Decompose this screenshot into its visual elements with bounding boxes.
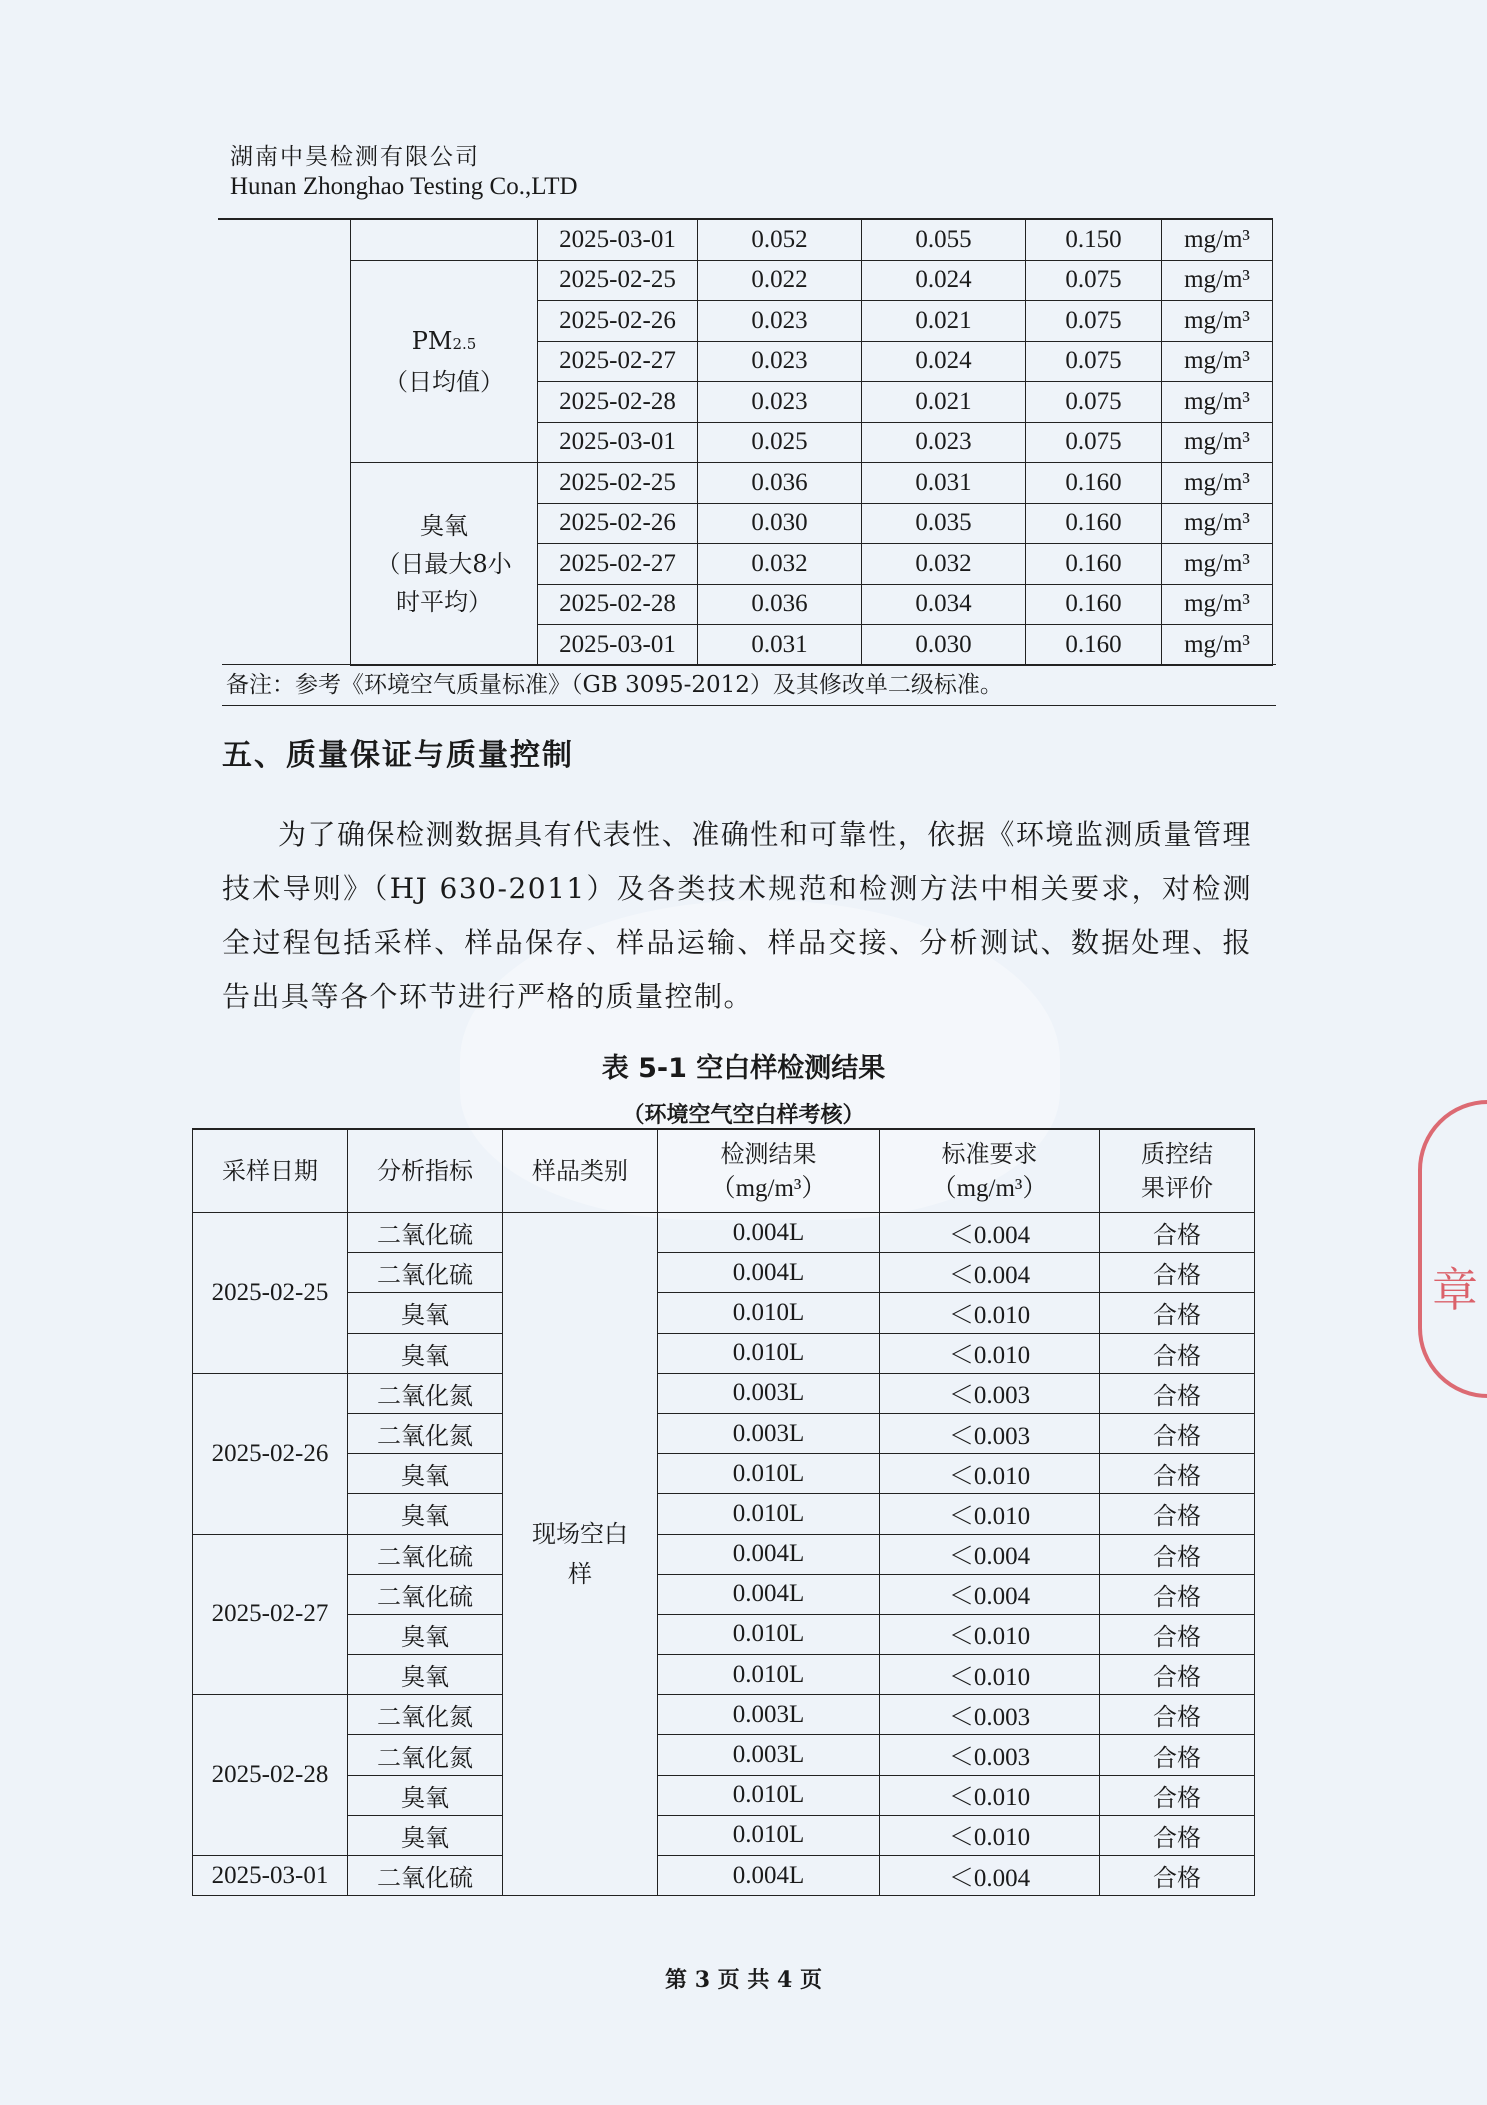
pm25-note: （日均值）: [384, 367, 504, 396]
cell-result: 0.004L: [658, 1534, 880, 1574]
cell-date: 2025-02-25: [538, 260, 698, 301]
cell-sample-date: 2025-02-26: [193, 1373, 348, 1534]
cell-unit: mg/m³: [1162, 260, 1273, 301]
cell-result: 0.010L: [658, 1454, 880, 1494]
header-result-line2: （mg/m³）: [710, 1174, 827, 1202]
cell-eval: 合格: [1100, 1735, 1255, 1775]
cell-value-2: 0.035: [862, 503, 1026, 544]
cell-limit: 0.160: [1026, 625, 1162, 666]
cell-eval: 合格: [1100, 1253, 1255, 1293]
ozone-label-2: （日最大8小: [376, 549, 512, 578]
table-row: [193, 1775, 1255, 1815]
table-row: [193, 1413, 1255, 1453]
cell-unit: mg/m³: [1162, 301, 1273, 342]
cell-result: 0.004L: [658, 1213, 880, 1253]
cell-value-2: 0.024: [862, 341, 1026, 382]
cell-value-1: 0.031: [698, 625, 862, 666]
cell-date: 2025-02-25: [538, 463, 698, 504]
cell-standard: ＜0.010: [880, 1655, 1100, 1695]
cell-standard: ＜0.004: [880, 1213, 1100, 1253]
cell-value-1: 0.032: [698, 544, 862, 585]
blank-sample-table: [192, 1128, 1255, 1896]
cell-limit: 0.075: [1026, 382, 1162, 423]
header-standard: [880, 1129, 1100, 1213]
ozone-label-3: 时平均）: [396, 587, 492, 616]
cell-result: 0.003L: [658, 1373, 880, 1413]
cell-standard: ＜0.003: [880, 1413, 1100, 1453]
cell-unit: mg/m³: [1162, 382, 1273, 423]
header-standard-line2: （mg/m³）: [931, 1174, 1048, 1202]
cell-eval: 合格: [1100, 1213, 1255, 1253]
cell-eval: 合格: [1100, 1614, 1255, 1654]
table-row: [193, 1655, 1255, 1695]
table-row: [193, 1293, 1255, 1333]
table-row: [193, 1333, 1255, 1373]
cell-indicator: 二氧化硫: [348, 1253, 503, 1293]
cell-result: 0.010L: [658, 1333, 880, 1373]
table-row: [351, 463, 1273, 504]
table-row: [193, 1735, 1255, 1775]
cell-result: 0.004L: [658, 1253, 880, 1293]
table-row: [193, 1494, 1255, 1534]
cell-eval: 合格: [1100, 1293, 1255, 1333]
cell-indicator: 臭氧: [348, 1614, 503, 1654]
cell-eval: 合格: [1100, 1373, 1255, 1413]
cell-standard: ＜0.004: [880, 1856, 1100, 1896]
cell-limit: 0.075: [1026, 341, 1162, 382]
table-row: [193, 1454, 1255, 1494]
blank-table-header-row: [193, 1129, 1255, 1213]
table-row: [193, 1213, 1255, 1253]
cell-value-2: 0.034: [862, 584, 1026, 625]
cell-eval: 合格: [1100, 1695, 1255, 1735]
cell-value-2: 0.021: [862, 301, 1026, 342]
cell-indicator: 二氧化硫: [348, 1534, 503, 1574]
cell-indicator: 二氧化氮: [348, 1695, 503, 1735]
ozone-label-1: 臭氧: [420, 511, 468, 540]
table-row: [193, 1373, 1255, 1413]
cell-unit: mg/m³: [1162, 341, 1273, 382]
table-row: [193, 1574, 1255, 1614]
cell-standard: ＜0.010: [880, 1333, 1100, 1373]
cell-indicator: 二氧化氮: [348, 1735, 503, 1775]
pm25-label: PM: [411, 326, 453, 355]
cell-limit: 0.150: [1026, 220, 1162, 261]
cell-value-1: 0.025: [698, 422, 862, 463]
cell-date: 2025-02-28: [538, 584, 698, 625]
company-name-en: Hunan Zhonghao Testing Co.,LTD: [230, 173, 578, 200]
cell-value-1: 0.022: [698, 260, 862, 301]
cell-standard: ＜0.010: [880, 1775, 1100, 1815]
cell-date: 2025-02-26: [538, 301, 698, 342]
seal-text: 章: [1432, 1263, 1478, 1317]
table-row: [193, 1856, 1255, 1896]
cell-sample-date: 2025-02-27: [193, 1534, 348, 1695]
cell-indicator: 臭氧: [348, 1775, 503, 1815]
cell-indicator: 臭氧: [348, 1333, 503, 1373]
company-name-cn: 湖南中昊检测有限公司: [230, 144, 480, 170]
cell-value-1: 0.052: [698, 220, 862, 261]
cell-result: 0.003L: [658, 1695, 880, 1735]
cell-standard: ＜0.010: [880, 1494, 1100, 1534]
cell-param-pm25: [351, 260, 538, 463]
blank-table-subtitle: （环境空气空白样考核）: [622, 1103, 865, 1128]
cell-unit: mg/m³: [1162, 584, 1273, 625]
table-row: [351, 260, 1273, 301]
cell-eval: 合格: [1100, 1413, 1255, 1453]
header-indicator: 分析指标: [348, 1129, 503, 1213]
section-title: 五、质量保证与质量控制: [222, 738, 574, 773]
cell-limit: 0.075: [1026, 260, 1162, 301]
cell-indicator: 臭氧: [348, 1293, 503, 1333]
cell-result: 0.004L: [658, 1856, 880, 1896]
cell-limit: 0.160: [1026, 503, 1162, 544]
table-row: [193, 1534, 1255, 1574]
cell-limit: 0.160: [1026, 544, 1162, 585]
cell-standard: ＜0.004: [880, 1253, 1100, 1293]
cell-standard: ＜0.010: [880, 1454, 1100, 1494]
cell-result: 0.004L: [658, 1574, 880, 1614]
cell-eval: 合格: [1100, 1494, 1255, 1534]
cell-eval: 合格: [1100, 1856, 1255, 1896]
table-row: [193, 1815, 1255, 1855]
header-result-line1: 检测结果: [720, 1139, 817, 1168]
cell-limit: 0.160: [1026, 584, 1162, 625]
cell-unit: mg/m³: [1162, 503, 1273, 544]
cell-indicator: 臭氧: [348, 1815, 503, 1855]
pm25-subscript: 2.5: [452, 334, 477, 353]
header-eval-line2: 果评价: [1141, 1174, 1213, 1202]
cell-unit: mg/m³: [1162, 422, 1273, 463]
results-table: [350, 219, 1273, 666]
cell-date: 2025-02-28: [538, 382, 698, 423]
cell-param-continued: [351, 220, 538, 261]
cell-eval: 合格: [1100, 1454, 1255, 1494]
cell-indicator: 二氧化硫: [348, 1213, 503, 1253]
cell-standard: ＜0.010: [880, 1614, 1100, 1654]
table-row: [193, 1695, 1255, 1735]
cell-value-1: 0.030: [698, 503, 862, 544]
header-date: 采样日期: [193, 1129, 348, 1213]
cell-value-2: 0.021: [862, 382, 1026, 423]
cell-value-1: 0.036: [698, 584, 862, 625]
cell-eval: 合格: [1100, 1333, 1255, 1373]
cell-eval: 合格: [1100, 1534, 1255, 1574]
page-footer: 第 3 页 共 4 页: [665, 1967, 822, 1993]
cell-result: 0.003L: [658, 1413, 880, 1453]
cell-eval: 合格: [1100, 1775, 1255, 1815]
cell-indicator: 二氧化氮: [348, 1373, 503, 1413]
cell-param-ozone: [351, 463, 538, 666]
cell-indicator: 臭氧: [348, 1655, 503, 1695]
cell-standard: ＜0.003: [880, 1695, 1100, 1735]
cell-value-2: 0.031: [862, 463, 1026, 504]
header-eval-line1: 质控结: [1141, 1140, 1213, 1168]
cell-indicator: 臭氧: [348, 1454, 503, 1494]
cell-standard: ＜0.004: [880, 1574, 1100, 1614]
cell-standard: ＜0.004: [880, 1534, 1100, 1574]
blank-table-title: 表 5-1 空白样检测结果: [601, 1053, 886, 1084]
header-standard-line1: 标准要求: [941, 1139, 1038, 1168]
cell-unit: mg/m³: [1162, 220, 1273, 261]
cell-limit: 0.075: [1026, 422, 1162, 463]
cell-limit: 0.160: [1026, 463, 1162, 504]
cell-value-2: 0.055: [862, 220, 1026, 261]
cell-standard: ＜0.003: [880, 1373, 1100, 1413]
table-row: [351, 220, 1273, 261]
cell-indicator: 二氧化硫: [348, 1856, 503, 1896]
cell-value-1: 0.023: [698, 341, 862, 382]
cell-result: 0.010L: [658, 1614, 880, 1654]
header-eval: [1100, 1129, 1255, 1213]
cell-value-1: 0.023: [698, 301, 862, 342]
cell-value-2: 0.023: [862, 422, 1026, 463]
cell-standard: ＜0.010: [880, 1293, 1100, 1333]
cell-result: 0.010L: [658, 1293, 880, 1333]
cell-result: 0.010L: [658, 1494, 880, 1534]
cell-unit: mg/m³: [1162, 625, 1273, 666]
cell-date: 2025-02-27: [538, 341, 698, 382]
page-header: [230, 142, 578, 202]
red-seal-stamp: [1418, 1100, 1487, 1398]
table-note: 备注：参考《环境空气质量标准》（GB 3095-2012）及其修改单二级标准。: [222, 664, 1276, 706]
table-row: [193, 1614, 1255, 1654]
cell-eval: 合格: [1100, 1655, 1255, 1695]
cell-result: 0.010L: [658, 1775, 880, 1815]
cell-limit: 0.075: [1026, 301, 1162, 342]
cell-sample-date: 2025-03-01: [193, 1856, 348, 1896]
cell-standard: ＜0.003: [880, 1735, 1100, 1775]
cell-result: 0.010L: [658, 1655, 880, 1695]
cell-value-1: 0.036: [698, 463, 862, 504]
cell-date: 2025-03-01: [538, 625, 698, 666]
cell-eval: 合格: [1100, 1815, 1255, 1855]
cell-sample-type: 现场空白样: [503, 1213, 658, 1896]
header-result: [658, 1129, 880, 1213]
cell-value-2: 0.030: [862, 625, 1026, 666]
cell-date: 2025-03-01: [538, 220, 698, 261]
cell-standard: ＜0.010: [880, 1815, 1100, 1855]
cell-value-2: 0.024: [862, 260, 1026, 301]
cell-unit: mg/m³: [1162, 463, 1273, 504]
cell-sample-date: 2025-02-28: [193, 1695, 348, 1856]
cell-date: 2025-02-27: [538, 544, 698, 585]
cell-indicator: 臭氧: [348, 1494, 503, 1534]
cell-result: 0.010L: [658, 1815, 880, 1855]
table-row: [193, 1253, 1255, 1293]
cell-date: 2025-03-01: [538, 422, 698, 463]
cell-unit: mg/m³: [1162, 544, 1273, 585]
cell-value-2: 0.032: [862, 544, 1026, 585]
cell-indicator: 二氧化氮: [348, 1413, 503, 1453]
header-sample-type: 样品类别: [503, 1129, 658, 1213]
cell-value-1: 0.023: [698, 382, 862, 423]
cell-result: 0.003L: [658, 1735, 880, 1775]
section-paragraph: 为了确保检测数据具有代表性、准确性和可靠性，依据《环境监测质量管理技术导则》（HJ 630-2011）及各类技术规范和检测方法中相关要求，对检测全过程包括采样、样品保存、样品运输、样品交接、分析测试、数据处理、报告出具等各个环节进行严格的质量控制。: [222, 818, 1252, 1013]
cell-date: 2025-02-26: [538, 503, 698, 544]
cell-indicator: 二氧化硫: [348, 1574, 503, 1614]
cell-eval: 合格: [1100, 1574, 1255, 1614]
cell-sample-date: 2025-02-25: [193, 1213, 348, 1374]
